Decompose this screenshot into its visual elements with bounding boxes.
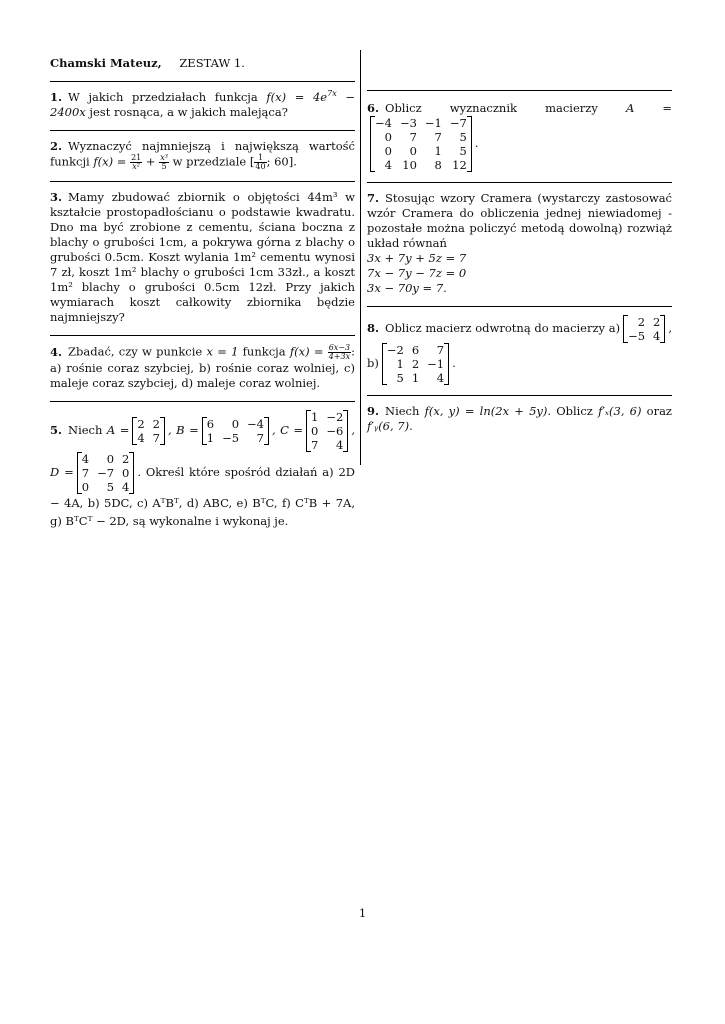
matrix-label: , C = — [271, 423, 304, 437]
fraction — [159, 154, 169, 171]
matrix-label: , D = — [50, 423, 355, 479]
matrix-A — [132, 417, 165, 445]
problem-number: 5. — [50, 423, 63, 437]
matrix-row — [371, 158, 471, 172]
matrix-cell: 4 — [384, 158, 392, 172]
matrix-cell: 6 — [411, 343, 420, 357]
problem-text: Zbadać, czy w punkcie — [68, 344, 207, 359]
denominator: 5 — [161, 162, 167, 171]
function-term: − 2400x — [50, 90, 355, 119]
matrix-row — [203, 431, 268, 445]
problem-number: 8. — [367, 321, 380, 335]
matrix-cell: 5 — [106, 480, 115, 494]
numerator: 6x−3 — [328, 343, 351, 352]
problem-number: 6. — [367, 101, 380, 115]
matrix-cell: 0 — [122, 466, 130, 480]
fraction — [254, 154, 266, 171]
matrix-cell: 7 — [152, 431, 160, 445]
matrix-cell: 6 — [206, 417, 215, 431]
problem-5 — [50, 402, 355, 540]
problem-text: Wyznaczyć najmniejszą i największą wartość funkcji — [50, 139, 355, 169]
problem-text: . Oblicz — [547, 404, 599, 418]
matrix-cell: 2 — [411, 357, 420, 371]
equation-3: 3x − 70y = 7. — [367, 281, 447, 295]
matrix-cell: 7 — [256, 431, 264, 445]
author-name: Chamski Mateuz, — [50, 56, 162, 70]
problem-8 — [367, 307, 672, 395]
denominator: 40 — [255, 162, 266, 171]
matrix-cell: −4 — [375, 116, 392, 130]
function-expression: f(x, y) = ln(2x + 5y) — [424, 404, 548, 418]
matrix-cell: 4 — [137, 431, 145, 445]
matrix-row — [307, 438, 347, 452]
matrix-cell: −4 — [247, 417, 264, 431]
problem-text: Oblicz wyznacznik macierzy — [385, 101, 626, 115]
matrix-cell: 1 — [396, 357, 404, 371]
problem-text: ; 60]. — [266, 154, 297, 169]
matrix-row — [371, 116, 471, 130]
matrix-cell: −3 — [399, 116, 417, 130]
matrix-B — [202, 417, 269, 445]
point-expression: x = 1 — [206, 344, 239, 359]
matrix-cell: 4 — [81, 452, 90, 466]
matrix-cell: −2 — [386, 343, 404, 357]
problem-4 — [50, 336, 355, 401]
matrix-cell: 0 — [384, 144, 392, 158]
matrix-label: A = — [625, 101, 672, 115]
matrix-row — [133, 417, 164, 431]
problem-text: . Określ które spośród działań a) 2D − 4A, b) 5DC, c) AᵀBᵀ, d) ABC, e) BᵀC, f) CᵀB + 7A, g) BᵀCᵀ − 2D, są wykonalne i wykonaj je. — [50, 465, 355, 528]
matrix-cell: 5 — [396, 371, 404, 385]
matrix-cell: 10 — [402, 158, 417, 172]
matrix-D — [77, 452, 135, 494]
problem-number: 2. — [50, 139, 63, 153]
matrix-row — [383, 371, 448, 385]
matrix-cell: −1 — [424, 116, 442, 130]
matrix-cell: 5 — [459, 130, 467, 144]
problem-1 — [50, 82, 355, 130]
matrix-C — [306, 410, 348, 452]
left-column — [50, 52, 355, 540]
matrix-cell: 1 — [411, 371, 420, 385]
problem-3 — [50, 182, 355, 335]
partial-derivative-x: f′ₓ(3, 6) — [598, 404, 642, 418]
matrix-cell: 2 — [152, 417, 160, 431]
matrix-cell: 4 — [436, 371, 445, 385]
problem-number: 3. — [50, 190, 63, 204]
matrix-cell: 2 — [637, 315, 646, 329]
punctuation: . — [409, 419, 413, 433]
matrix-row — [78, 466, 134, 480]
exponent: 7x — [327, 89, 337, 99]
matrix-row — [383, 343, 448, 357]
problem-number: 7. — [367, 191, 380, 205]
column-divider — [360, 50, 361, 465]
matrix-cell: 2 — [137, 417, 145, 431]
problem-text: , b) — [367, 321, 672, 370]
matrix-cell: 12 — [452, 158, 467, 172]
problem-text: jest rosnąca, a w jakich malejąca? — [85, 105, 288, 119]
problem-number: 1. — [50, 90, 63, 104]
matrix-cell: 4 — [336, 438, 344, 452]
matrix-cell: 2 — [122, 452, 130, 466]
problem-text: : a) rośnie coraz szybciej, b) rośnie coraz wolniej, c) maleje coraz szybciej, d) maleje coraz wolniej. — [50, 344, 355, 390]
punctuation: . — [452, 356, 456, 370]
problem-text: W jakich przedziałach funkcja — [68, 90, 267, 104]
matrix-cell: 7 — [81, 466, 90, 480]
problem-text: Niech — [385, 404, 425, 418]
matrix-cell: 0 — [81, 480, 90, 494]
equation-1: 3x + 7y + 5z = 7 — [367, 251, 467, 265]
matrix-cell: 0 — [311, 424, 319, 438]
matrix-row — [203, 417, 268, 431]
matrix-row — [371, 130, 471, 144]
matrix-cell: 5 — [459, 144, 467, 158]
matrix-row — [133, 431, 164, 445]
denominator: x² — [132, 162, 141, 171]
matrix-A-4x4 — [370, 116, 472, 172]
fraction — [328, 344, 351, 361]
page-number: 1 — [358, 906, 367, 920]
matrix-cell: −1 — [427, 357, 445, 371]
matrix-a — [623, 315, 665, 343]
punctuation: . — [474, 136, 479, 150]
matrix-cell: 1 — [311, 410, 319, 424]
problem-text: Oblicz macierz odwrotną do macierzy a) — [385, 321, 621, 335]
matrix-row — [371, 144, 471, 158]
matrix-row — [624, 315, 664, 329]
matrix-row — [307, 410, 347, 424]
matrix-cell: 0 — [384, 130, 392, 144]
denominator: 4+3x — [328, 352, 351, 361]
problem-7 — [367, 183, 672, 306]
function-expression: f(x) = — [289, 344, 328, 359]
problem-text: Mamy zbudować zbiornik o objętości 44m³ w kształcie prostopadłościanu o podstawie kwadratu. Dno ma być zrobione z cementu, ściana boczna z blachy o grubości 1cm, a pokrywa górna z blachy o grubości 0.5cm. Koszt wylania 1m² cementu wynosi 7 zł, koszt 1m² blachy o grubości 1cm 33zł., a koszt 1m² blachy o grubości 0.5cm 12zł. Przy jakich wymiarach koszt całkowity zbiornika będzie najmniejszy? — [50, 190, 355, 324]
matrix-cell: 1 — [434, 144, 442, 158]
matrix-row — [307, 424, 347, 438]
function-expression: f(x) = 4e — [266, 90, 328, 104]
set-title: ZESTAW 1. — [179, 56, 245, 70]
fraction — [130, 154, 142, 171]
matrix-cell: 0 — [231, 417, 240, 431]
equation-2: 7x − 7y − 7z = 0 — [367, 266, 467, 280]
matrix-row — [383, 357, 448, 371]
numerator: 1 — [254, 154, 266, 163]
right-column — [367, 56, 672, 444]
matrix-cell: −6 — [326, 424, 344, 438]
matrix-cell: −7 — [449, 116, 467, 130]
matrix-row — [78, 452, 134, 466]
matrix-cell: 8 — [434, 158, 442, 172]
problem-text: oraz — [641, 404, 672, 418]
problem-2 — [50, 131, 355, 181]
matrix-cell: 7 — [436, 343, 445, 357]
matrix-cell: 1 — [206, 431, 215, 445]
matrix-label: A = — [106, 423, 130, 437]
problem-number: 9. — [367, 404, 380, 418]
matrix-cell: 7 — [311, 438, 319, 452]
problem-number: 4. — [50, 344, 63, 359]
matrix-cell: 0 — [409, 144, 417, 158]
function-expression: f(x) = — [93, 154, 131, 169]
problem-text: Stosując wzory Cramera (wystarczy zastosować wzór Cramera do obliczenia jednej niewiadomej - pozostałe można policzyć metodą dowolną) rozwiąż układ równań — [367, 191, 672, 250]
matrix-b — [382, 343, 449, 385]
matrix-cell: 4 — [122, 480, 130, 494]
matrix-cell: −7 — [97, 466, 115, 480]
matrix-cell: −5 — [222, 431, 240, 445]
matrix-row — [78, 480, 134, 494]
operator: + — [142, 154, 160, 169]
problem-6 — [367, 91, 672, 182]
numerator: 21 — [131, 153, 142, 162]
matrix-cell: −5 — [628, 329, 646, 343]
partial-derivative-y: f′ᵧ(6, 7) — [367, 419, 410, 433]
problem-text: funkcja — [238, 344, 290, 359]
matrix-cell: 0 — [106, 452, 115, 466]
matrix-cell: 2 — [653, 315, 661, 329]
page-header — [50, 52, 355, 81]
numerator: x³ — [160, 153, 168, 162]
problem-text: Niech — [68, 423, 107, 437]
problem-text: w przedziale [ — [168, 154, 255, 169]
matrix-cell: −2 — [326, 410, 344, 424]
matrix-cell: 4 — [653, 329, 661, 343]
problem-9 — [367, 396, 672, 444]
matrix-row — [624, 329, 664, 343]
matrix-cell: 7 — [434, 130, 442, 144]
matrix-label: , B = — [168, 423, 199, 437]
matrix-cell: 7 — [409, 130, 417, 144]
